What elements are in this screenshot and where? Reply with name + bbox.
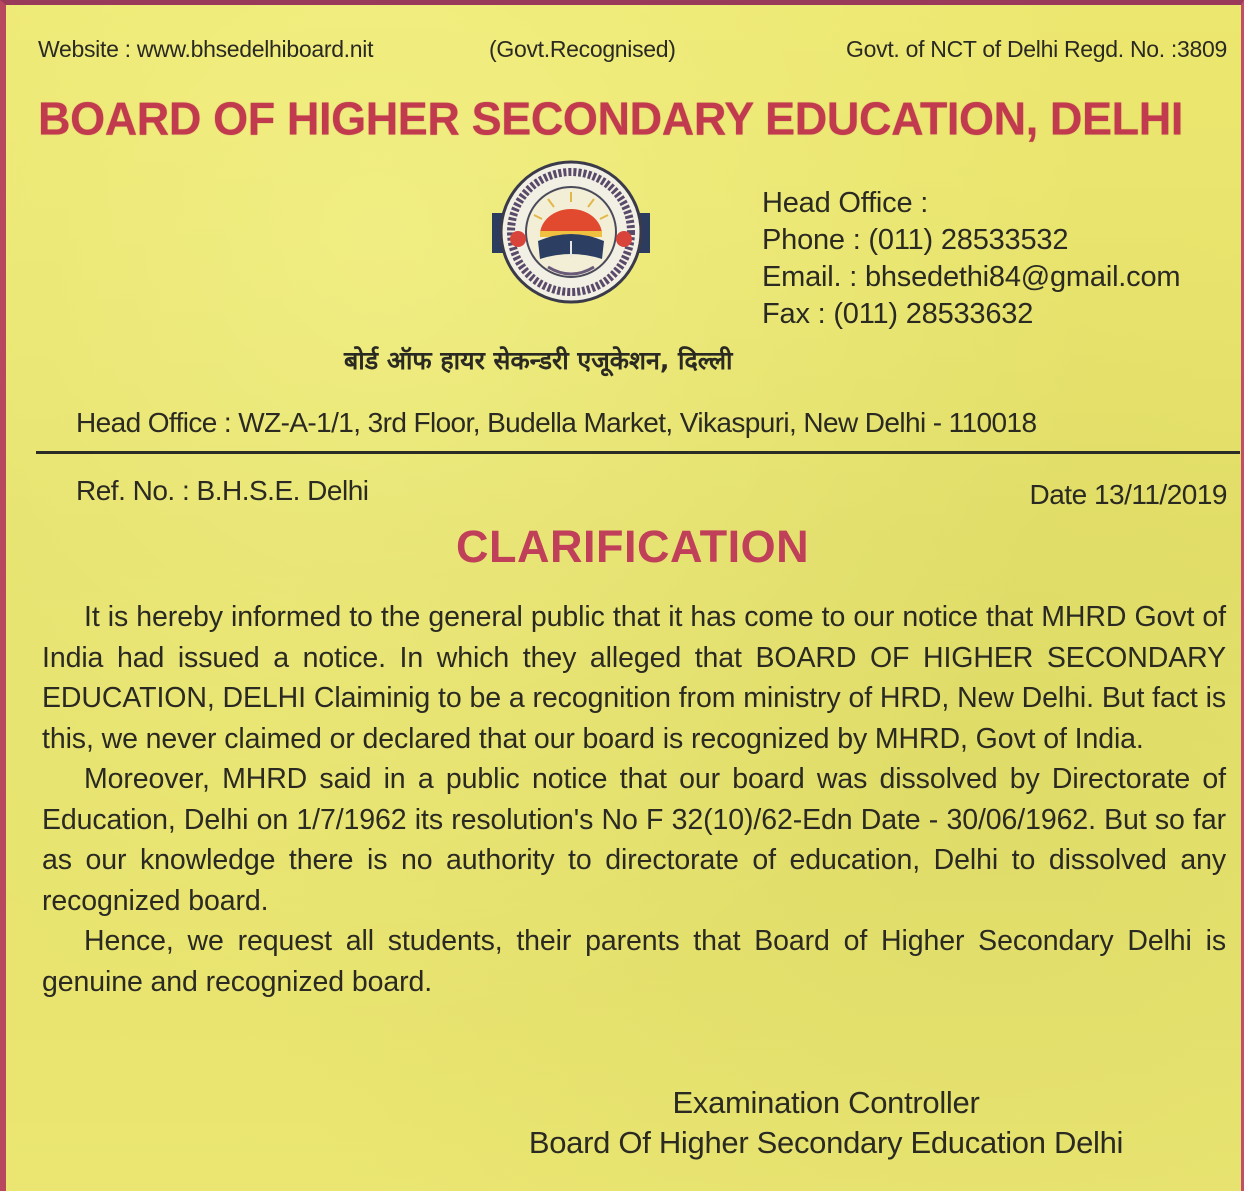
divider-line xyxy=(36,451,1240,454)
notice-date: Date 13/11/2019 xyxy=(1029,479,1227,510)
notice-body xyxy=(42,597,1226,1002)
board-emblem-icon xyxy=(490,157,652,307)
signatory-title: Examination Controller xyxy=(672,1085,980,1120)
paragraph-2: Moreover, MHRD said in a public notice that our board was dissolved by Directorate of Education, Delhi on 1/7/1962 its resolution's No F 32(10)/62-Edn Date - 30/06/1962. But so far as our knowledge there is no authority to directorate of education, Delhi to dissolved any recognized board. xyxy=(42,763,1226,917)
email-address: Email. : bhsedethi84@gmail.com xyxy=(762,261,1181,293)
contact-block xyxy=(762,185,1180,333)
registration-number: Govt. of NCT of Delhi Regd. No. :3809 xyxy=(846,36,1227,62)
notice-heading: CLARIFICATION xyxy=(456,521,810,572)
signature-block xyxy=(446,1083,1206,1163)
reference-number: Ref. No. : B.H.S.E. Delhi xyxy=(76,475,369,506)
paragraph-3: Hence, we request all students, their parents that Board of Higher Secondary Delhi is genuine and recognized board. xyxy=(42,925,1226,998)
head-office-label: Head Office : xyxy=(762,187,929,219)
head-office-address: Head Office : WZ-A-1/1, 3rd Floor, Budella Market, Vikaspuri, New Delhi - 110018 xyxy=(76,407,1037,438)
phone-number: Phone : (011) 28533532 xyxy=(762,224,1069,256)
paragraph-1: It is hereby informed to the general public that it has come to our notice that MHRD Govt of India had issued a notice. In which they alleged that BOARD OF HIGHER SECONDARY EDUCATION, DELHI Claiminig to be a recognition from ministry of HRD, New Delhi. But fact is this, we never claimed or declared that our board is recognized by MHRD, Govt of India. xyxy=(42,601,1226,755)
recognition-text: (Govt.Recognised) xyxy=(489,36,676,62)
signatory-organization: Board Of Higher Secondary Education Delhi xyxy=(528,1125,1124,1160)
board-title: BOARD OF HIGHER SECONDARY EDUCATION, DELHI xyxy=(38,92,1183,145)
fax-number: Fax : (011) 28533632 xyxy=(762,298,1034,330)
website-text: Website : www.bhsedelhiboard.nit xyxy=(38,36,374,62)
hindi-board-name: बोर्ड ऑफ हायर सेकन्डरी एजूकेशन, दिल्ली xyxy=(344,346,733,375)
